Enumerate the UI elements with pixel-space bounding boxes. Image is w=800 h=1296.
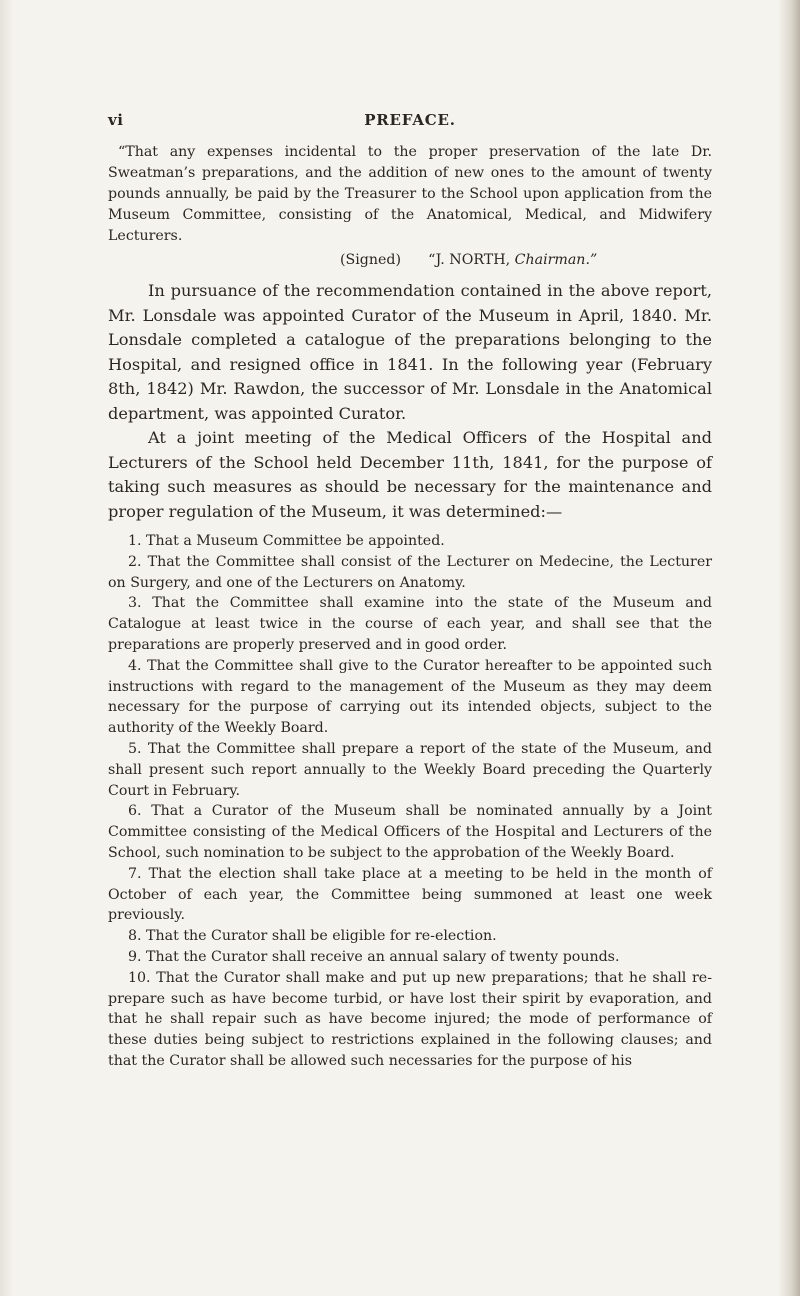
body-paragraph: In pursuance of the recommendation contained in the above report, Mr. Lonsdale was appointed Curator of the Museum in April, 1840. Mr. Lonsdale completed a catalogue of the preparations belonging to the Hospital, and resigned office in 1841. In the following year (February 8th, 1842) Mr. Rawdon, the successor of Mr. Lonsdale in the Anatomical department, was appointed Curator. bbox=[108, 281, 712, 423]
resolution-item: 7. That the election shall take place at a meeting to be held in the month of October of each year, the Committee being summoned at least one week previously. bbox=[108, 865, 712, 924]
resolution-item: 6. That a Curator of the Museum shall be nominated annually by a Joint Committee consisting of the Medical Officers of the Hospital and Lecturers of the School, such nomination to be subject to the approbation of the Weekly Board. bbox=[108, 803, 712, 861]
signatory-title: Chairman.” bbox=[514, 252, 598, 268]
running-head bbox=[108, 111, 712, 135]
resolution-item: 8. That the Curator shall be eligible for re-election. bbox=[128, 928, 497, 945]
page-edge-shadow bbox=[778, 0, 800, 1296]
quote-text: “That any expenses incidental to the proper preservation of the late Dr. Sweatman’s preparations, and the addition of new ones to the amount of twenty pounds annually, be paid by the Treasurer to the School upon application from the Museum Committee, consisting of the Anatomical, Medical, and Midwifery Lecturers. bbox=[108, 144, 712, 244]
text-block bbox=[108, 142, 712, 1072]
page-number: vi bbox=[108, 111, 124, 129]
resolution-item: 9. That the Curator shall receive an annual salary of twenty pounds. bbox=[128, 948, 620, 965]
resolution-item: 5. That the Committee shall prepare a report of the state of the Museum, and shall present such report annually to the Weekly Board preceding the Quarterly Court in February. bbox=[108, 740, 712, 799]
page-gutter-shadow bbox=[0, 0, 14, 1296]
quoted-resolution bbox=[108, 142, 712, 271]
signatory-name: “J. NORTH, bbox=[428, 252, 511, 268]
resolutions-list bbox=[108, 531, 712, 1072]
resolution-item: 10. That the Curator shall make and put up new preparations; that he shall re-prepare such as have become turbid, or have lost their spirit by evaporation, and that he shall repair such as have become injured; the mode of performance of these duties being subject to restrictions explained in the following clauses; and that the Curator shall be allowed such necessaries for the purpose of his bbox=[108, 969, 712, 1069]
resolution-item: 1. That a Museum Committee be appointed. bbox=[128, 533, 445, 549]
signed-label: (Signed) bbox=[340, 252, 402, 268]
resolution-item: 3. That the Committee shall examine into the state of the Museum and Catalogue at least twice in the course of each year, and shall see that the preparations are properly preserved and in good order. bbox=[108, 595, 712, 653]
resolution-item: 4. That the Committee shall give to the Curator hereafter to be appointed such instructions with regard to the management of the Museum as they may deem necessary for the purpose of carrying out its intended objects, subject to the authority of the Weekly Board. bbox=[108, 657, 712, 737]
body-paragraph: At a joint meeting of the Medical Officers of the Hospital and Lecturers of the School held December 11th, 1841, for the purpose of taking such measures as should be necessary for the maintenance and proper regulation of the Museum, it was determined:— bbox=[108, 428, 712, 521]
running-title: PREFACE. bbox=[364, 111, 456, 129]
resolution-item: 2. That the Committee shall consist of the Lecturer on Medecine, the Lecturer on Surgery, and one of the Lecturers on Anatomy. bbox=[108, 553, 712, 591]
signature-line bbox=[108, 250, 712, 271]
